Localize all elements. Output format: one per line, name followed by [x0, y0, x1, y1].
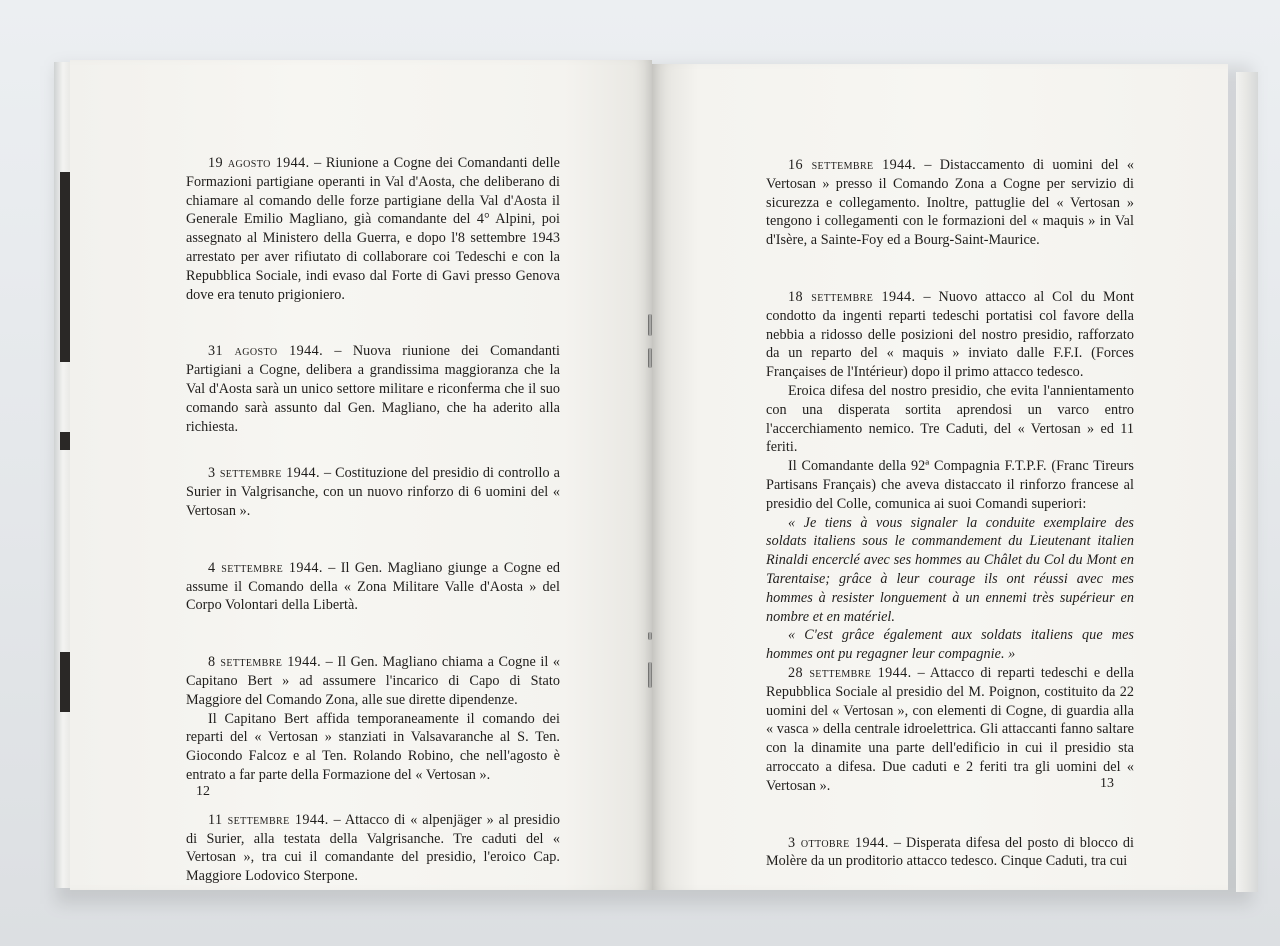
- entry-text: – Attacco di « alpenjäger » al presidio di Surier, alla testata della Valgrisanche. Tre caduti del « Vertosan », tra cui il comandante del presidio, l'eroico Cap. Maggiore Lodovico Sterpone.: [186, 811, 560, 885]
- chronology-entry: [186, 154, 560, 304]
- quoted-passage: « C'est grâce également aux soldats italiens que mes hommes ont pu regagner leur compagnie. »: [766, 627, 1134, 663]
- entry-text: – Il Gen. Magliano giunge a Cogne ed assume il Comando della « Zona Militare Valle d'Aosta » del Corpo Volontari della Libertà.: [186, 559, 561, 614]
- entry-text: – Nuovo attacco al Col du Mont condotto da ingenti reparti tedeschi portatisi col favore della nebbia a ridosso delle posizioni del nostro presidio, rafforzato da un reparto del « maquis » inviato dalle F.F.I. (Forces Françaises de l'Intérieur) dopo il primo attacco tedesco.: [766, 288, 1134, 381]
- entry-date: 4 settembre 1944.: [208, 559, 323, 576]
- entry-date: 31 agosto 1944.: [208, 343, 324, 360]
- entry-date: 3 settembre 1944.: [208, 465, 320, 482]
- entry-text: – Costituzione del presidio di controllo a Surier in Valgrisanche, con un nuovo rinforzo di 6 uomini del « Vertosan ».: [186, 465, 560, 519]
- chronology-entry: [186, 464, 560, 520]
- quoted-passage: « Je tiens à vous signaler la conduite exemplaire des soldats italiens sous le commandement du Lieutenant italien Rinaldi encerclé avec ses hommes au Châlet du Col du Mont en Tarentaise; grâce à leur courage ils ont réussi avec mes hommes à resister longuement à un ennemi très supérieur en nombre et en matériel.: [766, 514, 1134, 625]
- entry-paragraph-continued: Il Capitano Bert affida temporaneamente il comando dei reparti del « Vertosan » stanziati in Valsavaranche al S. Ten. Giocondo Falcoz e al Ten. Rolando Robino, che nell'agosto è entrato a far parte della Formazione del « Vertosan ».: [186, 710, 560, 783]
- chronology-entry: [186, 342, 560, 436]
- entry-paragraph: [766, 834, 1134, 872]
- chronology-entry: [186, 811, 560, 886]
- chronology-entry: [766, 664, 1134, 796]
- left-page: [70, 60, 652, 890]
- entry-text: – Il Gen. Magliano chiama a Cogne il « Capitano Bert » ad assumere l'incarico di Capo di Stato Maggiore del Comando Zona, alle sue dirette dipendenze.: [186, 654, 561, 708]
- entry-paragraph: [766, 288, 1134, 382]
- entry-paragraph: [186, 811, 560, 886]
- entry-paragraph: [766, 156, 1134, 250]
- entry-date: 18 settembre 1944.: [788, 288, 916, 305]
- chronology-entry: [186, 653, 560, 785]
- chronology-entry: [186, 559, 560, 615]
- chronology-entry: [766, 834, 1134, 872]
- entry-date: 11 settembre 1944.: [208, 811, 329, 828]
- entry-paragraph: [186, 342, 560, 436]
- entry-paragraph: [186, 653, 560, 709]
- chronology-entry: [766, 156, 1134, 250]
- entry-date: 3 ottobre 1944.: [788, 834, 889, 851]
- staple-top-lower: [648, 348, 652, 368]
- right-page-text: [766, 156, 1134, 871]
- entry-date: 19 agosto 1944.: [208, 155, 310, 171]
- page-number-left: 12: [196, 784, 210, 799]
- right-page-edges: [1236, 72, 1258, 892]
- entry-text: – Attacco di reparti tedeschi e della Repubblica Sociale al presidio del M. Poignon, costituito da 22 uomini del « Vertosan », con elementi di Cogne, di guardia alla « vasca » della centrale idroelettrica. Gli attaccanti fanno saltare con la dinamite una parte dell'edificio in cui il presidio sta arroccato a difesa. Due caduti e 2 feriti tra gli uomini del « Vertosan ».: [766, 664, 1134, 794]
- entry-date: 28 settembre 1944.: [788, 664, 912, 681]
- entry-text: – Riunione a Cogne dei Comandanti delle Formazioni partigiane operanti in Val d'Aosta, che deliberano di chiamare al comando delle forze partigiane della Val d'Aosta il Generale Emilio Magliano, già comandante del 4° Alpini, poi assegnato al Ministero della Guerra, e dopo l'8 settembre 1943 arrestato per aver rifiutato di collaborare coi Tedeschi e con la Repubblica Sociale, indi evaso dal Forte di Gavi presso Genova dove era tenuto prigioniero.: [186, 155, 560, 303]
- entry-paragraph-continued: Eroica difesa del nostro presidio, che evita l'annientamento con una disperata sortita aprendosi un varco entro l'accerchiamento nemico. Tre Caduti, del « Vertosan » ed 11 feriti.: [766, 382, 1134, 456]
- entry-date: 16 settembre 1944.: [788, 157, 917, 173]
- entry-paragraph-continued: Il Comandante della 92ª Compagnia F.T.P.F. (Franc Tireurs Partisans Français) che aveva distaccato il rinforzo francese al presidio del Colle, comunica ai suoi Comandi superiori:: [766, 458, 1134, 512]
- entry-paragraph: [186, 559, 560, 615]
- entry-paragraph: [186, 154, 560, 304]
- staple-top: [648, 314, 652, 336]
- entry-paragraph: [186, 464, 560, 520]
- entry-text: – Disperata difesa del posto di blocco di Molère da un proditorio attacco tedesco. Cinque Caduti, tra cui: [766, 834, 1134, 870]
- entry-text: – Nuova riunione dei Comandanti Partigiani a Cogne, delibera a grandissima maggioranza che la Val d'Aosta sarà un unico settore militare e riconferma che il suo comando sarà assunto dal Gen. Magliano, che ha aderito alla richiesta.: [186, 343, 560, 435]
- chronology-entry: [766, 288, 1134, 664]
- staple-bottom-lower: [648, 662, 652, 688]
- entry-text: – Distaccamento di uomini del « Vertosan » presso il Comando Zona a Cogne per servizio di sicurezza e collegamento. Inoltre, pattuglie del « Vertosan » tengono i collegamenti con le formazioni del « maquis » in Val d'Isère, a Sainte-Foy ed a Bourg-Saint-Maurice.: [766, 157, 1134, 249]
- entry-date: 8 settembre 1944.: [208, 654, 322, 671]
- page-number-right: 13: [1100, 776, 1114, 791]
- staple-bottom: [648, 632, 652, 640]
- right-page: [652, 64, 1228, 890]
- left-page-text: [186, 154, 560, 886]
- entry-paragraph: [766, 664, 1134, 796]
